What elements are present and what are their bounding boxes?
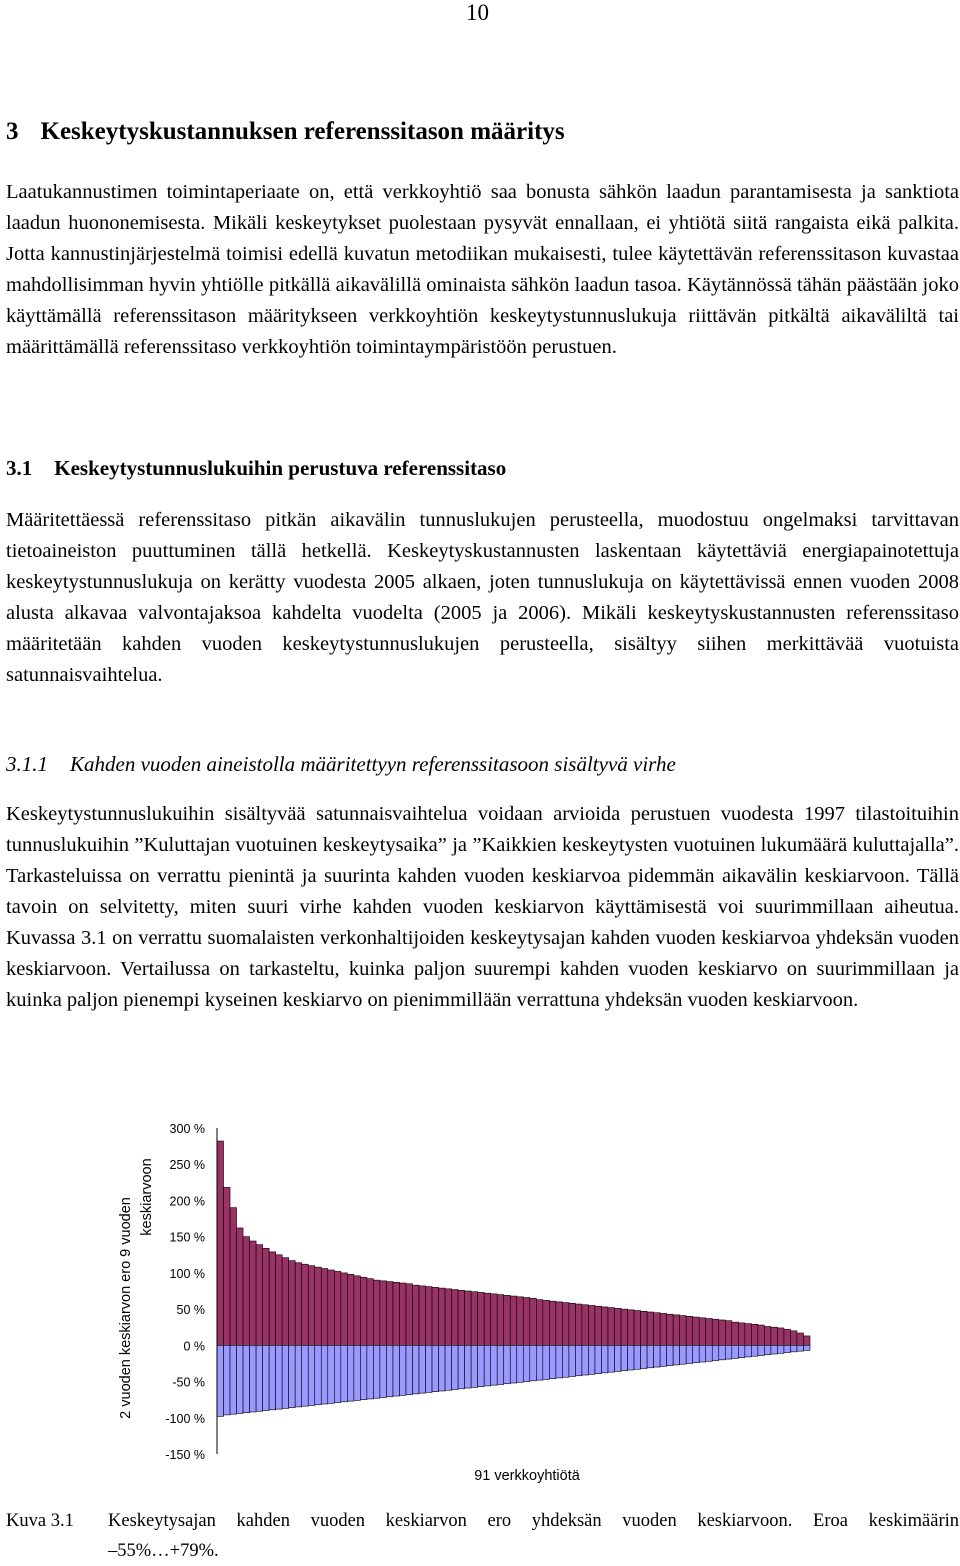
paragraph-1: Laatukannustimen toimintaperiaate on, että verkkoyhtiö saa bonusta sähkön laadun parantamisesta ja sanktiota laadun huononemisesta. Mikäli keskeytykset puolestaan pysyvät ennallaan, ei yhtiötä siitä rangaista eikä palkita. Jotta kannustinjärjestelmä toimisi edellä kuvatun metodiikan mukaisesti, tulee käytettävän referenssitason kuvastaa mahdollisimman hyvin yhtiölle pitkällä aikavälillä ominaista sähkön laadun tasoa. Käytännössä tähän päästään joko käyttämällä referenssitason määritykseen verkkoyhtiön keskeytystunnuslukuja riittävän pitkältä aikaväliltä tai määrittämällä referenssitaso verkkoyhtiön toimintaympäristöön perustuen.	[6, 181, 959, 358]
bar-negative	[615, 1345, 622, 1371]
bar-positive	[491, 1294, 498, 1345]
subsubsection-heading	[6, 752, 676, 777]
bar-positive	[217, 1141, 224, 1345]
bar-positive	[732, 1322, 739, 1345]
bar-negative	[588, 1345, 595, 1374]
bar-negative	[334, 1345, 341, 1402]
bar-negative	[569, 1345, 576, 1376]
bar-negative	[328, 1345, 335, 1403]
bar-negative	[289, 1345, 296, 1407]
bar-negative	[282, 1345, 289, 1408]
bar-positive	[725, 1321, 732, 1346]
bar-negative	[601, 1345, 608, 1373]
bar-positive	[777, 1328, 784, 1345]
bar-positive	[224, 1187, 231, 1345]
subsection-title: Keskeytystunnuslukuihin perustuva referenssitaso	[54, 456, 507, 480]
bar-negative	[699, 1345, 706, 1362]
bar-positive	[484, 1293, 491, 1345]
bar-positive	[497, 1295, 504, 1346]
bar-positive	[282, 1258, 289, 1346]
bar-positive	[250, 1241, 257, 1345]
bar-positive	[478, 1292, 485, 1345]
bar-negative	[217, 1345, 224, 1416]
bar-positive	[269, 1252, 276, 1345]
bar-negative	[230, 1345, 237, 1414]
bar-negative	[308, 1345, 315, 1405]
bar-negative	[478, 1345, 485, 1386]
bar-negative	[354, 1345, 361, 1400]
y-tick-label: -100 %	[165, 1411, 205, 1426]
y-tick-label: 300 %	[169, 1122, 205, 1136]
bar-negative	[543, 1345, 550, 1379]
bar-positive	[784, 1329, 791, 1345]
y-tick-label: 150 %	[169, 1230, 205, 1245]
bar-chart	[0, 1110, 960, 1500]
bar-positive	[523, 1298, 530, 1346]
bar-positive	[686, 1316, 693, 1345]
bar-positive	[771, 1327, 778, 1345]
y-tick-label: 50 %	[176, 1303, 205, 1318]
bar-positive	[263, 1248, 270, 1345]
bar-negative	[549, 1345, 556, 1378]
bar-negative	[360, 1345, 367, 1399]
bar-positive	[803, 1336, 810, 1345]
bar-negative	[452, 1345, 459, 1389]
bar-positive	[615, 1308, 622, 1345]
bar-negative	[484, 1345, 491, 1386]
paragraph-2: Määritettäessä referenssitaso pitkän aikavälin tunnuslukujen perusteella, muodostuu ongelmaksi tarvittavan tietoaineiston puuttuminen tällä hetkellä. Keskeytyskustannusten laskentaan käytettäviä energiapainotettuja keskeytystunnuslukuja on kerätty vuodesta 2005 alkaen, joten tunnuslukuja on käytettävissä ennen vuoden 2008 alusta alkavaa valvontajaksoa kahdelta vuodelta (2005 ja 2006). Mikäli keskeytyskustannusten referenssitaso määritetään kahden vuoden keskeytystunnuslukujen perusteella, sisältyy siihen merkittävää vuotuista satunnaisvaihtelua.	[6, 509, 959, 686]
bar-negative	[432, 1345, 439, 1391]
bar-positive	[764, 1327, 771, 1346]
bar-positive	[790, 1331, 797, 1345]
bar-positive	[439, 1288, 446, 1345]
paragraph-3: Keskeytystunnuslukuihin sisältyvää satunnaisvaihtelua voidaan arvioida perustuen vuodesta 1997 tilastoituihin tunnuslukuihin ”Kuluttajan vuotuinen keskeytysaika” ja ”Kaikkien keskeytysten vuotuinen lukumäärä kuluttajalla”. Tarkasteluissa on verrattu pienintä ja suurinta kahden vuoden keskiarvoa pidemmän aikavälin keskiarvoon. Tällä tavoin on selvitetty, miten suuri virhe kahden vuoden keskiarvon käyttämisestä voi suurimmillaan aiheutua. Kuvassa 3.1 on verrattu suomalaisten verkonhaltijoiden keskeytysajan kahden vuoden keskiarvoa yhdeksän vuoden keskiarvoon. Vertailussa on tarkasteltu, kuinka paljon suurempi kahden vuoden keskiarvo on suurimmillaan ja kuinka paljon pienempi kyseinen keskiarvo on pienimmillään verrattuna yhdeksän vuoden keskiarvoon.	[6, 803, 959, 1011]
bar-positive	[308, 1266, 315, 1346]
bar-negative	[491, 1345, 498, 1385]
bar-positive	[471, 1292, 478, 1346]
bar-positive	[693, 1317, 700, 1345]
bar-negative	[341, 1345, 348, 1402]
bar-positive	[334, 1271, 341, 1345]
bar-positive	[575, 1304, 582, 1345]
bar-negative	[426, 1345, 433, 1392]
subsection-number: 3.1	[6, 456, 33, 480]
bar-negative	[367, 1345, 374, 1399]
bar-negative	[556, 1345, 563, 1378]
bar-positive	[393, 1282, 400, 1345]
bar-negative	[510, 1345, 517, 1383]
bar-positive	[595, 1306, 602, 1345]
bar-negative	[641, 1345, 648, 1368]
bar-positive	[321, 1269, 328, 1346]
bar-positive	[543, 1300, 550, 1345]
bar-negative	[562, 1345, 569, 1377]
bar-positive	[680, 1316, 687, 1346]
bar-negative	[295, 1345, 302, 1407]
bar-positive	[399, 1283, 406, 1345]
bar-positive	[758, 1325, 765, 1345]
bar-negative	[790, 1345, 797, 1352]
bar-positive	[452, 1290, 459, 1346]
bar-negative	[517, 1345, 524, 1382]
bar-negative	[725, 1345, 732, 1359]
bar-negative	[706, 1345, 713, 1361]
y-tick-label: -50 %	[172, 1375, 205, 1390]
bar-negative	[439, 1345, 446, 1391]
bar-negative	[504, 1345, 511, 1383]
bar-negative	[458, 1345, 465, 1388]
bar-negative	[693, 1345, 700, 1362]
bar-negative	[256, 1345, 263, 1411]
bar-positive	[673, 1315, 680, 1345]
bar-negative	[647, 1345, 654, 1367]
bar-positive	[243, 1237, 250, 1346]
bar-positive	[426, 1287, 433, 1346]
section-title: Keskeytyskustannuksen referenssitason määritys	[40, 118, 565, 145]
y-tick-label: 200 %	[169, 1194, 205, 1209]
bar-negative	[634, 1345, 641, 1369]
bar-negative	[497, 1345, 504, 1384]
bar-positive	[601, 1307, 608, 1345]
bar-positive	[347, 1274, 354, 1345]
bar-positive	[256, 1245, 263, 1346]
bar-negative	[412, 1345, 419, 1394]
bar-negative	[654, 1345, 661, 1367]
bar-positive	[582, 1305, 589, 1346]
bar-negative	[771, 1345, 778, 1354]
y-tick-label: 250 %	[169, 1158, 205, 1173]
bar-negative	[419, 1345, 426, 1393]
bar-negative	[224, 1345, 231, 1415]
bar-positive	[373, 1280, 380, 1345]
bar-negative	[608, 1345, 615, 1372]
bar-negative	[797, 1345, 804, 1351]
bar-positive	[510, 1296, 517, 1345]
bar-positive	[556, 1302, 563, 1345]
bar-positive	[419, 1286, 426, 1345]
bar-negative	[667, 1345, 674, 1365]
bar-negative	[347, 1345, 354, 1401]
bar-negative	[751, 1345, 758, 1356]
bar-negative	[712, 1345, 719, 1360]
bar-positive	[315, 1267, 322, 1345]
bar-positive	[745, 1324, 752, 1346]
bar-negative	[399, 1345, 406, 1395]
section-number: 3	[6, 118, 19, 145]
bar-negative	[471, 1345, 478, 1387]
bar-positive	[654, 1313, 661, 1346]
y-axis-label-line2: keskiarvoon	[139, 1158, 155, 1236]
bar-negative	[373, 1345, 380, 1398]
bar-positive	[445, 1289, 452, 1346]
bar-negative	[243, 1345, 250, 1412]
bar-negative	[465, 1345, 472, 1388]
bar-positive	[549, 1301, 556, 1345]
bar-negative	[523, 1345, 530, 1381]
bar-positive	[621, 1309, 628, 1345]
caption-range: –55%…+79%.	[108, 1541, 219, 1561]
bar-positive	[647, 1312, 654, 1345]
x-axis-label: 91 verkkoyhtiötä	[474, 1468, 580, 1484]
caption-text: Keskeytysajan kahden vuoden keskiarvon ero yhdeksän vuoden keskiarvoon. Eroa keskimäärin	[108, 1511, 959, 1531]
bar-positive	[432, 1287, 439, 1345]
bar-positive	[738, 1323, 745, 1345]
bar-positive	[628, 1310, 635, 1346]
bar-negative	[321, 1345, 328, 1404]
bar-negative	[595, 1345, 602, 1373]
bar-positive	[504, 1295, 511, 1345]
bar-positive	[360, 1277, 367, 1345]
bar-negative	[660, 1345, 667, 1366]
subsubsection-number: 3.1.1	[6, 752, 48, 776]
bar-positive	[386, 1282, 393, 1346]
bar-negative	[302, 1345, 309, 1406]
bar-positive	[699, 1318, 706, 1346]
bar-negative	[764, 1345, 771, 1354]
bar-positive	[562, 1303, 569, 1346]
subsubsection-title: Kahden vuoden aineistolla määritettyyn referenssitasoon sisältyvä virhe	[70, 752, 676, 776]
bar-positive	[751, 1324, 758, 1345]
bar-negative	[784, 1345, 791, 1352]
bar-positive	[289, 1261, 296, 1346]
y-axis-label-line1: 2 vuoden keskiarvon ero 9 vuoden	[118, 1197, 134, 1419]
bar-positive	[797, 1333, 804, 1345]
bar-positive	[302, 1264, 309, 1345]
bar-negative	[406, 1345, 413, 1394]
bar-positive	[634, 1311, 641, 1346]
bar-positive	[458, 1290, 465, 1345]
bar-negative	[738, 1345, 745, 1357]
y-tick-label: 0 %	[183, 1339, 205, 1354]
bar-negative	[621, 1345, 628, 1370]
bar-negative	[536, 1345, 543, 1380]
bar-negative	[758, 1345, 765, 1355]
bar-positive	[276, 1255, 283, 1346]
bar-negative	[237, 1345, 244, 1413]
bar-positive	[354, 1276, 361, 1346]
bar-negative	[680, 1345, 687, 1364]
page-number: 10	[466, 0, 489, 25]
bar-positive	[608, 1308, 615, 1346]
bar-positive	[341, 1273, 348, 1345]
bar-positive	[237, 1228, 244, 1345]
bar-positive	[569, 1303, 576, 1345]
bar-negative	[745, 1345, 752, 1357]
bar-positive	[230, 1208, 237, 1346]
bar-positive	[367, 1279, 374, 1346]
bar-negative	[315, 1345, 322, 1404]
bar-positive	[641, 1311, 648, 1345]
bar-positive	[465, 1291, 472, 1345]
bar-positive	[406, 1284, 413, 1346]
bar-negative	[628, 1345, 635, 1370]
bar-negative	[263, 1345, 270, 1410]
bar-negative	[686, 1345, 693, 1363]
bar-negative	[276, 1345, 283, 1409]
bar-negative	[575, 1345, 582, 1375]
bar-positive	[412, 1285, 419, 1345]
bar-positive	[588, 1305, 595, 1345]
bar-negative	[445, 1345, 452, 1390]
bar-negative	[803, 1345, 810, 1350]
subsection-heading	[6, 456, 506, 481]
bar-positive	[667, 1314, 674, 1345]
caption-label: Kuva 3.1	[6, 1511, 74, 1531]
bar-positive	[380, 1281, 387, 1345]
bar-positive	[517, 1297, 524, 1346]
y-tick-label: -150 %	[165, 1448, 205, 1462]
bar-negative	[777, 1345, 784, 1353]
bar-negative	[386, 1345, 393, 1396]
bar-negative	[719, 1345, 726, 1359]
bar-negative	[269, 1345, 276, 1409]
bar-negative	[530, 1345, 537, 1381]
bar-negative	[673, 1345, 680, 1365]
section-heading	[6, 118, 565, 146]
bar-negative	[393, 1345, 400, 1396]
bar-negative	[582, 1345, 589, 1375]
y-tick-label: 100 %	[169, 1266, 205, 1281]
bar-negative	[732, 1345, 739, 1358]
bar-positive	[660, 1313, 667, 1345]
bar-negative	[250, 1345, 257, 1412]
bar-positive	[536, 1300, 543, 1346]
bar-negative	[380, 1345, 387, 1397]
bar-positive	[530, 1298, 537, 1345]
bar-positive	[295, 1263, 302, 1346]
bar-positive	[719, 1320, 726, 1345]
bar-positive	[706, 1319, 713, 1346]
bar-positive	[712, 1319, 719, 1345]
bar-positive	[328, 1270, 335, 1345]
